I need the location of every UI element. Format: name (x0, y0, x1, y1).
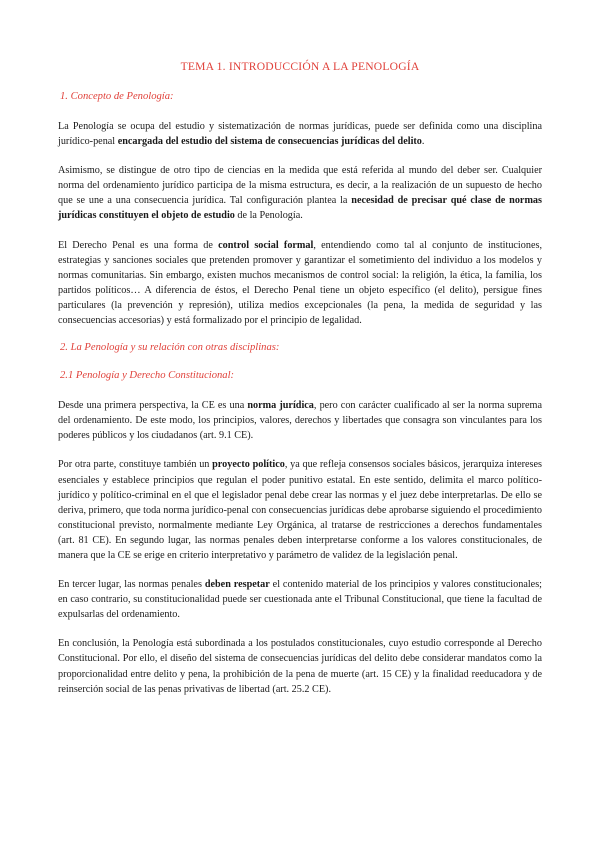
paragraph (58, 238, 542, 329)
bold-text: control social formal (218, 239, 314, 251)
bold-text: proyecto político (212, 459, 285, 471)
section-heading: 2. La Penología y su relación con otras disciplinas: (60, 342, 280, 354)
text-run: el contenido material de los principios y valores constitucionales; en caso contrario, su constitucionalidad puede ser cuestionada ante el Tribunal Constitucional, que tiene la facultad de expulsarlas del ordenamiento. (58, 579, 542, 621)
section-heading: 2.1 Penología y Derecho Constitucional: (60, 370, 235, 382)
text-run: En conclusión, la Penología está subordinada a los postulados constitucionales, cuyo estudio corresponde al Derecho Constitucional. Por ello, el diseño del sistema de consecuencias jurídicas del delito debe considerar mandatos como la proporcionalidad entre delito y pena, la prohibición de la pena de muerte (art. 15 CE) y la finalidad reeducadora y de reinserción social de las penas privativas de libertad (art. 25.2 CE). (58, 638, 542, 695)
bold-text: norma jurídica (247, 400, 314, 412)
text-run: . (421, 136, 425, 148)
text-run: En tercer lugar, las normas penales (58, 579, 205, 591)
paragraph (58, 119, 542, 149)
paragraph (58, 457, 542, 563)
document-title: TEMA 1. INTRODUCCIÓN A LA PENOLOGÍA (180, 60, 420, 73)
text-run: , pero con carácter cualificado al ser la norma suprema del ordenamiento. De este modo, los principios, valores, derechos y libertades que consagra son vinculantes para los poderes públicos y los ciudadanos (art. 9.1 CE). (58, 400, 542, 442)
text-run: La Penología se ocupa del estudio y sistematización de normas jurídicas, puede ser definida como una disciplina jurídico-penal (58, 121, 542, 148)
text-run: Asimismo, se distingue de otro tipo de ciencias en la medida que está referida al mundo del deber ser. Cualquier norma del ordenamiento jurídico participa de la misma estructura, es decir, a la realización de un supuesto de hecho que se une a una consecuencia jurídica. Tal configuración plantea la (58, 165, 542, 207)
section-heading: 1. Concepto de Penología: (60, 91, 174, 102)
paragraph (58, 163, 542, 223)
bold-text: deben respetar (204, 579, 270, 591)
document-body (58, 91, 542, 697)
bold-text: encargada del estudio del sistema de consecuencias jurídicas del delito (117, 136, 422, 148)
paragraph (58, 636, 542, 696)
text-run: , entendiendo como tal al conjunto de instituciones, estrategias y sanciones sociales que pretenden promover y garantizar el sometimiento del individuo a los modelos y normas comunitarias. Sin embargo, existen muchos mecanismos de control social: la religión, la ética, la familia, los partidos políticos… A diferencia de éstos, el Derecho Penal tiene un objeto específico (el delito), persigue fines particulares (la prevención y represión), utiliza medios excepcionales (la pena, la medida de seguridad y las consecuencias accesorias) y está formalizado por el principio de legalidad. (58, 239, 542, 327)
text-run: Por otra parte, constituye también un (58, 459, 213, 471)
text-run: El Derecho Penal es una forma de (58, 239, 219, 251)
text-run: Desde una primera perspectiva, la CE es una (58, 400, 248, 412)
bold-text: necesidad de precisar qué clase de normas jurídicas constituyen el objeto de estudio (58, 195, 542, 222)
text-run: de la Penología. (234, 210, 303, 222)
text-run: , ya que refleja consensos sociales básicos, jerarquiza intereses esenciales y establece principios que regulan el poder punitivo estatal. En este sentido, delimita el marco político-jurídico y político-criminal en el que el legislador penal debe crear las normas y el juez debe interpretarlas. De ello se deriva, primero, que toda norma jurídico-penal con consecuencias jurídicas debe aprobarse siguiendo el procedimiento constitucional previsto, normalmente mediante Ley Orgánica, al tratarse de restricciones a derechos fundamentales (art. 81 CE). En segundo lugar, las normas penales deben interpretarse conforme a los valores constitucionales, de manera que la CE se erige en criterio interpretativo y parámetro de validez de la legislación penal. (58, 459, 543, 561)
paragraph (58, 577, 542, 622)
paragraph (58, 398, 542, 443)
